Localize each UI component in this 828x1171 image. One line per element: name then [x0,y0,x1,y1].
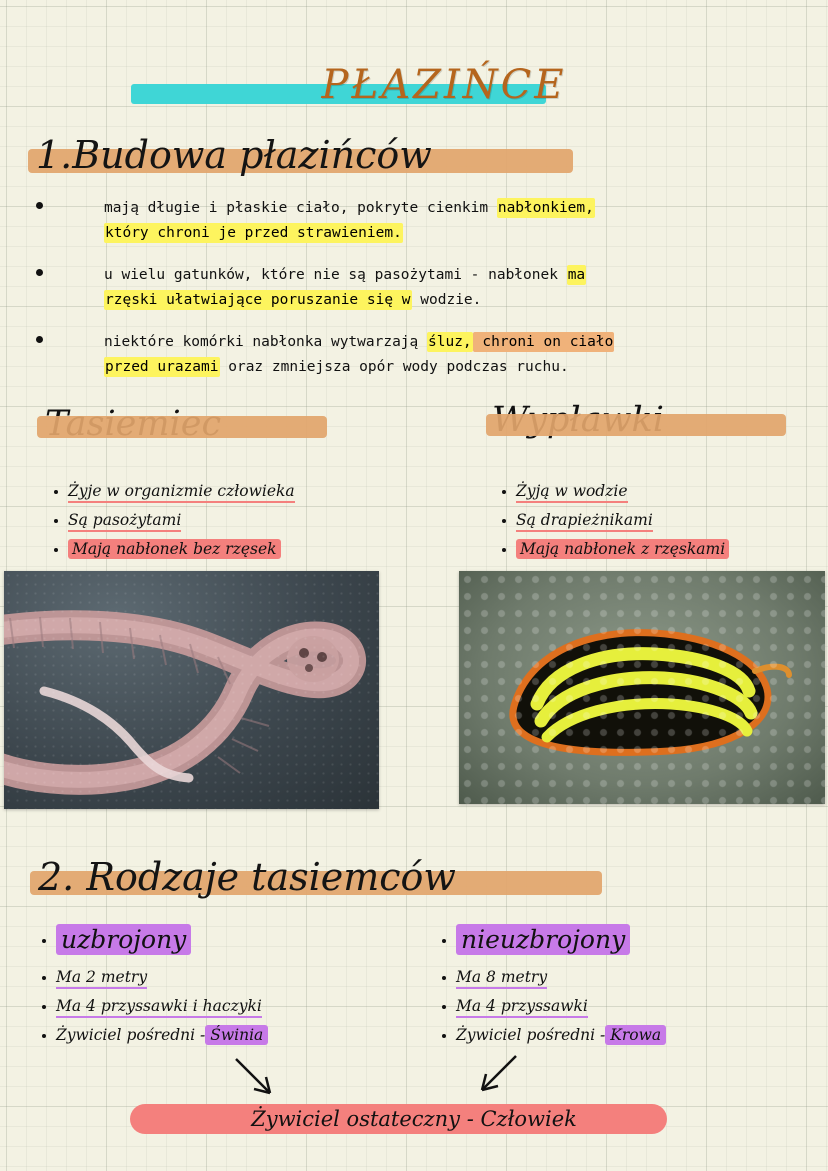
highlighted-text: nabłonkiem, [497,200,594,216]
list-item-host: Krowa [605,1025,666,1045]
list-item [52,482,295,500]
armed-tapeworm-title-row [40,925,268,954]
bullet-dot [502,490,506,494]
unarmed-tapeworm-title-row [440,925,666,954]
bullet-dot [442,1034,446,1038]
list-item [40,997,268,1015]
list-item-label: Żyją w wodzie [516,482,628,503]
armed-tapeworm-title: uzbrojony [56,924,191,955]
highlighted-text: chroni on ciało [473,334,614,350]
tapeworm-heading-highlight [37,416,327,438]
page-title-block [0,62,828,108]
column-heading-tapeworm [45,404,221,444]
photo-texture [4,571,379,809]
list-item-label: Żywiciel pośredni - [456,1026,606,1044]
list-item [52,540,295,558]
bullet-item: mają długie i płaskie ciało, pokryte cienkim nabłonkiem, który chroni je przed strawieniem. [30,196,805,246]
list-item-label: Mają nabłonek z rzęskami [516,539,729,559]
photo-texture [459,571,825,804]
final-host-label: Żywiciel ostateczny - Człowiek [251,1107,577,1131]
list-item [500,540,729,558]
section-1-heading-label: 1.Budowa płazińców [36,133,432,177]
list-item [40,968,268,986]
list-item-label: Ma 4 przyssawki i haczyki [56,997,262,1018]
list-item [500,482,729,500]
section-2-heading [38,855,456,899]
list-item [440,1026,666,1044]
list-item-label: Są drapieżnikami [516,511,653,532]
list-item [440,968,666,986]
arrow-down-right-icon [228,1055,288,1100]
list-item [52,511,295,529]
bullet-dot [42,1034,46,1038]
list-item [40,1026,268,1044]
list-item-label: Ma 4 przyssawki [456,997,588,1018]
list-item-label: Żywiciel pośredni - [56,1026,206,1044]
bullet-dot [54,548,58,552]
bullet-dot [36,202,43,209]
highlighted-text: przed urazami [105,359,219,375]
bullet-item: niektóre komórki nabłonka wytwarzają śluz, chroni on ciało przed urazami oraz zmniejsza opór wody podczas ruchu. [30,330,805,380]
section-1-heading [36,133,432,177]
bullet-item: u wielu gatunków, które nie są pasożytami - nabłonek ma rzęski ułatwiające poruszanie się w wodzie. [30,263,805,313]
bullet-dot [54,490,58,494]
tapeworm-facts-list [52,482,295,569]
highlighted-text: rzęski ułatwiające poruszanie się w [105,292,411,308]
highlighted-text: ma [567,267,586,283]
bullet-dot [502,548,506,552]
list-item-label: Żyje w organizmie człowieka [68,482,295,503]
bullet-dot [502,519,506,523]
tapeworm-photo [4,571,379,809]
flatworm-photo [459,571,825,804]
flatworm-heading-highlight [486,414,786,436]
list-item-label: Ma 2 metry [56,968,147,989]
bullet-dot [54,519,58,523]
list-item [440,997,666,1015]
bullet-dot [42,939,46,943]
bullet-dot [42,976,46,980]
column-heading-flatworm [492,400,664,440]
list-item-host: Świnia [205,1025,268,1045]
highlighted-text: który chroni je przed strawieniem. [105,225,402,241]
bullet-dot [36,269,43,276]
bullet-dot [42,1005,46,1009]
bullet-dot [442,1005,446,1009]
list-item-label: Są pasożytami [68,511,181,532]
unarmed-tapeworm-list [440,925,666,1055]
page-title: PŁAZIŃCE [321,62,567,108]
flatworm-facts-list [500,482,729,569]
list-item-label: Ma 8 metry [456,968,547,989]
bullet-dot [442,939,446,943]
list-item-label: Mają nabłonek bez rzęsek [68,539,281,559]
arrow-down-left-icon [468,1052,528,1097]
section-2-heading-label: 2. Rodzaje tasiemców [38,855,456,899]
section-1-bullet-list [30,196,805,397]
list-item [500,511,729,529]
bullet-dot [36,336,43,343]
armed-tapeworm-list [40,925,268,1055]
unarmed-tapeworm-title: nieuzbrojony [456,924,630,955]
highlighted-text: śluz, [428,334,472,350]
bullet-dot [442,976,446,980]
